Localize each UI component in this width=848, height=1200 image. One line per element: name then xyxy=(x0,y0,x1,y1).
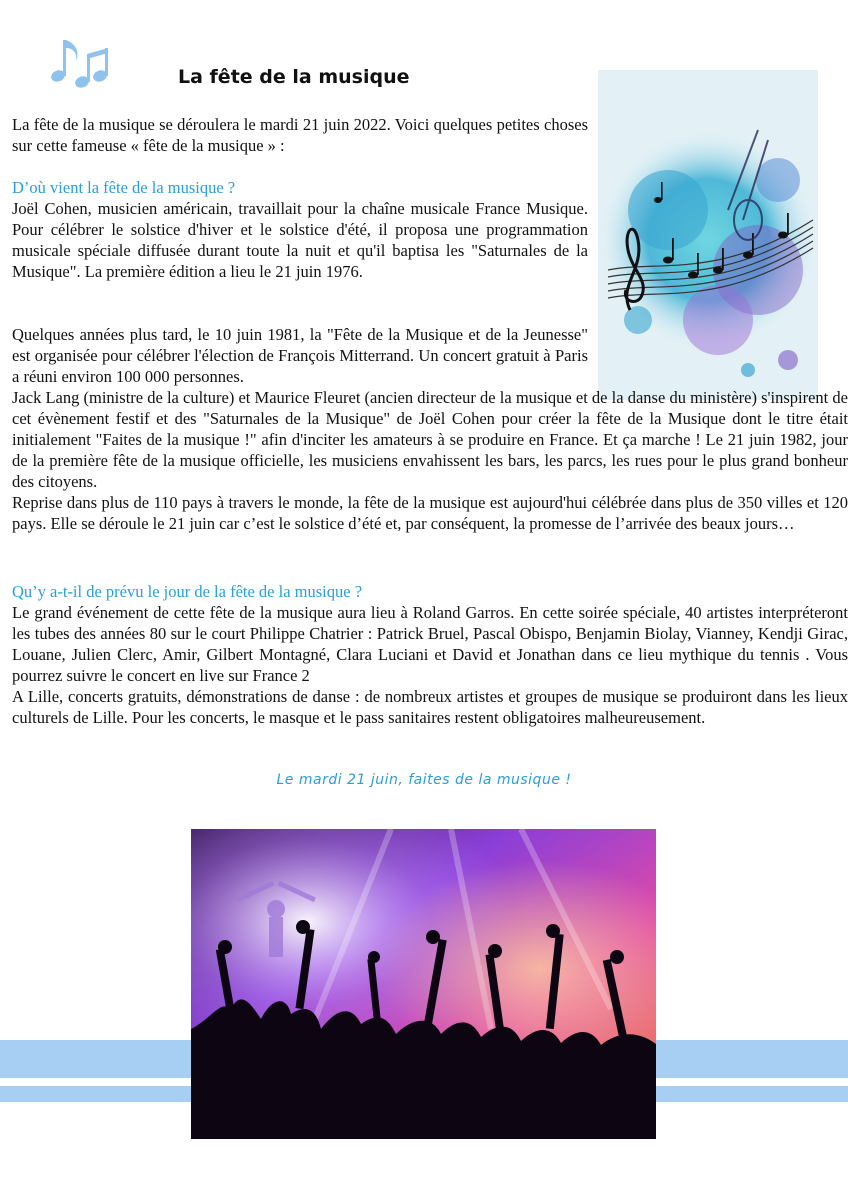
section1-paragraph4: Reprise dans plus de 110 pays à travers le monde, la fête de la musique est aujourd'hui célébrée dans plus de 350 villes et 120 pays. Elle se déroule le 21 juin car c’est le solstice d’été et, par conséquent, la promesse de l’arrivée des beaux jours… xyxy=(12,493,848,533)
section1-paragraph3: Jack Lang (ministre de la culture) et Maurice Fleuret (ancien directeur de la musique et de la danse du ministère) s'inspirent de cet évènement festif et des "Saturnales de la Musique" de Joël Cohen pour créer la fête de la Musique dont le titre était initialement "Faites de la musique !" afin d'inciter les amateurs à se produire en France. Et ça marche ! Le 21 juin 1982, jour de la première fête de la musique officielle, les musiciens envahissent les bars, les parcs, les rues pour le plus grand bonheur des citoyens. xyxy=(12,388,848,491)
intro-text xyxy=(12,114,588,156)
section2-block xyxy=(12,581,848,728)
section2-heading: Qu’y a-t-il de prévu le jour de la fête de la musique ? xyxy=(12,582,363,601)
section2-paragraph2: A Lille, concerts gratuits, démonstrations de danse : de nombreux artistes et groupes de musique se produiront dans les lieux culturels de Lille. Pour les concerts, le masque et le pass sanitaires restent obligatoires malheureusement. xyxy=(12,687,848,727)
section1-block-continued xyxy=(12,324,848,534)
concert-crowd-photo xyxy=(191,829,656,1139)
page-title: La fête de la musique xyxy=(178,66,410,88)
music-notes-icon xyxy=(46,30,108,92)
section2-paragraph1: Le grand événement de cette fête de la musique aura lieu à Roland Garros. En cette soirée spéciale, 40 artistes interpréteront les tubes des années 80 sur le court Philippe Chatrier : Patrick Bruel, Pascal Obispo, Benjamin Biolay, Vianney, Kendji Girac, Louane, Julien Clerc, Amir, Gilbert Montagné, Clara Luciani et David et Jonathan dans ce lieu mythique du tennis . Vous pourrez suivre le concert en live sur France 2 xyxy=(12,603,848,685)
section1-heading: D’où vient la fête de la musique ? xyxy=(12,178,236,197)
slogan: Le mardi 21 juin, faites de la musique ! xyxy=(276,772,572,788)
section1-paragraph2: Quelques années plus tard, le 10 juin 1981, la "Fête de la Musique et de la Jeunesse" est organisée pour célébrer l'élection de François Mitterrand. Un concert gratuit à Paris a réuni environ 100 000 personnes. xyxy=(12,325,588,386)
section1-block xyxy=(12,177,588,282)
section1-paragraph1: Joël Cohen, musicien américain, travaillait pour la chaîne musicale France Musique. Pour célébrer le solstice d'hiver et le solstice d'été, il proposa une programmation musicale spéciale diffusée durant toute la nuit et qu'il baptisa les "Saturnales de la Musique". La première édition a lieu le 21 juin 1976. xyxy=(12,199,588,281)
intro-paragraph: La fête de la musique se déroulera le mardi 21 juin 2022. Voici quelques petites choses sur cette fameuse « fête de la musique » : xyxy=(12,115,588,155)
